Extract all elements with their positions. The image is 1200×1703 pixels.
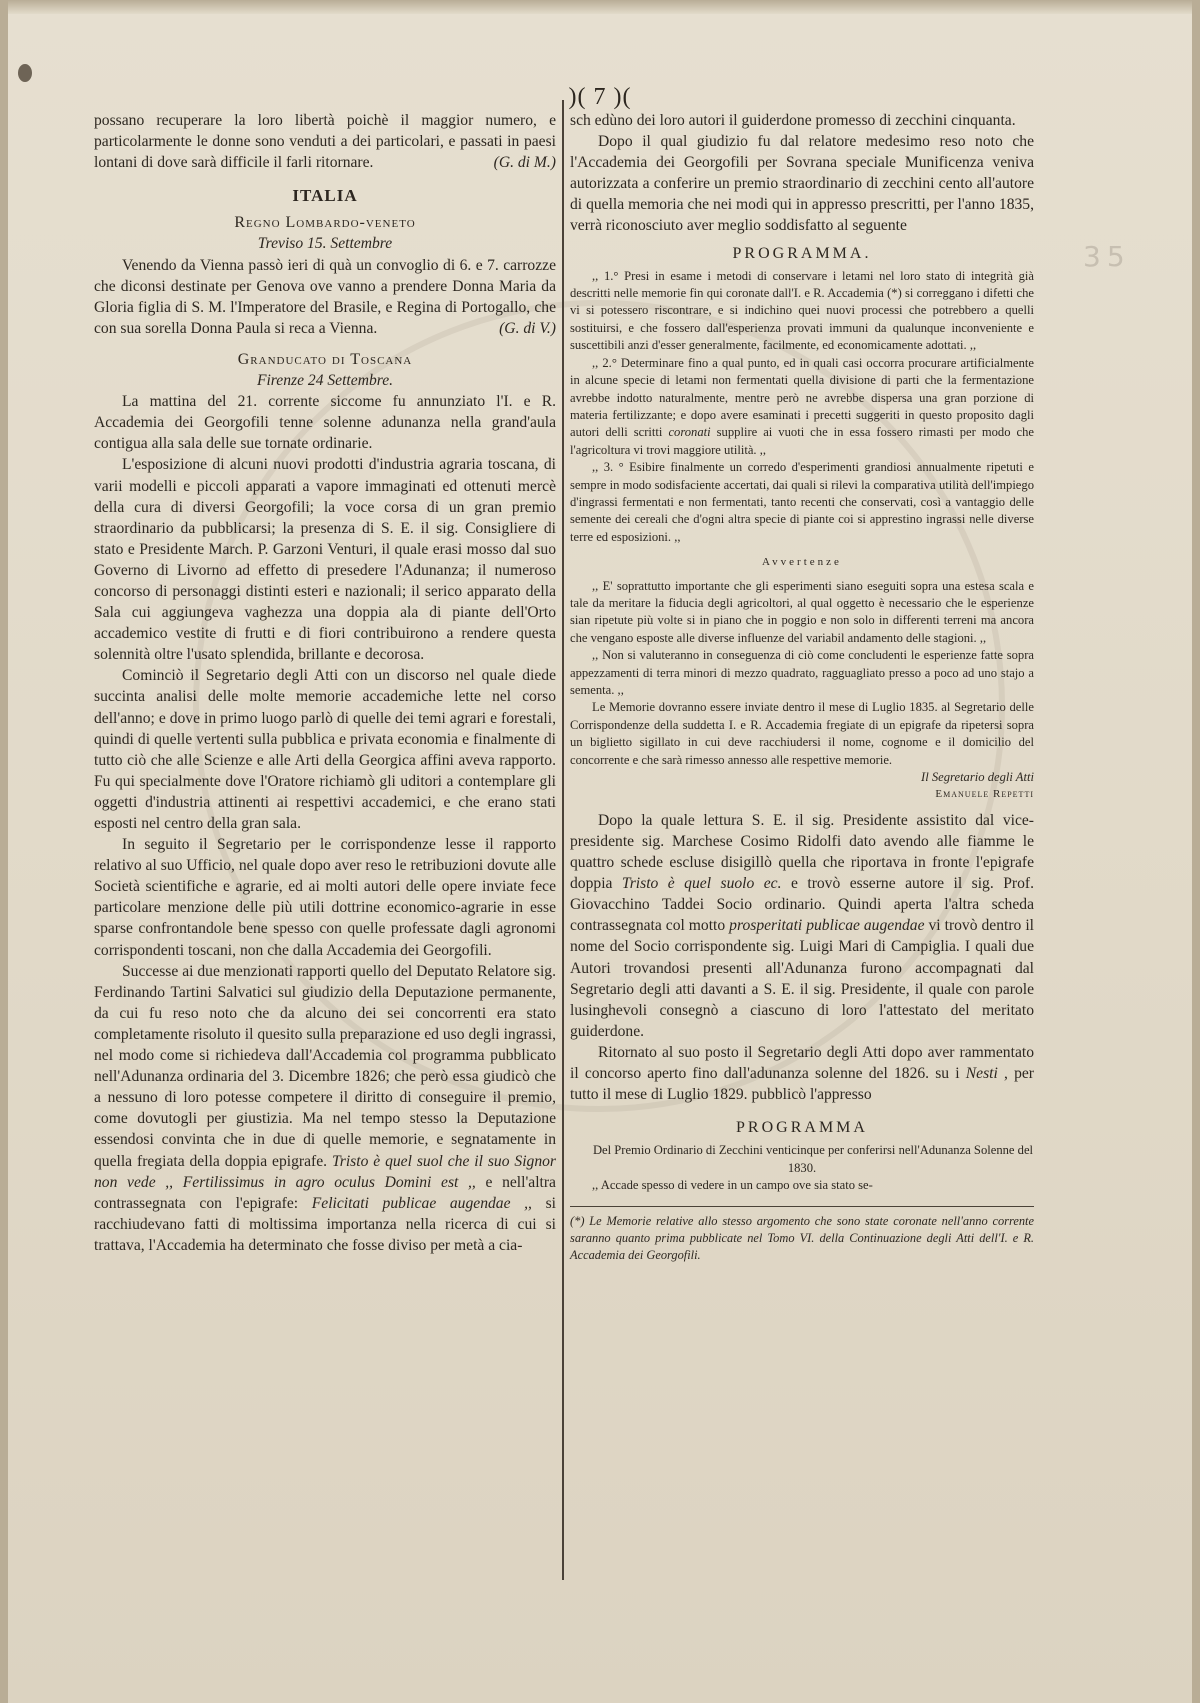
programma-1-body — [570, 268, 1034, 804]
ritornato-part-b: , per tutto il mese di Luglio 1829. pubblicò l'appresso — [570, 1064, 1034, 1104]
lettura-part-b: e trovò esserne autore il sig. Prof. Giovacchino Taddei Socio ordinario. Quindi aperta l'altra scheda contrassegnata col motto — [570, 875, 1034, 935]
programma-item-2 — [570, 355, 1034, 459]
programma-item-2-italic: coronati — [668, 425, 711, 440]
programma-item-3: ,, 3. ° Esibire finalmente un corredo d'esperimenti grandiosi annualmente ripetuti e sempre in modo sodisfaciente accertati, dai quali si rilevi la comparativa utilità dell'impiego d'ingrassi fermentati e non fermentati, tanto recenti che conservati, così a vantaggio delle semente dei cereali che d'ogni altra specie di piante coi si apprestino ingrassi nelle diverse terre ed esposizioni. ,, — [570, 460, 1034, 544]
intro-text: possano recuperare la loro libertà poichè il maggior numero, e particolarmente le donne sono venduti a dei particolari, e passati in paesi lontani di dove sarà difficile il farli ritornare. — [94, 112, 556, 172]
programma-2-body — [570, 1142, 1034, 1194]
motto-tristo: Tristo è quel suol che il suo Signor non vede ,, Fertilissimus in agro oculus Domini est ,, — [94, 1152, 556, 1191]
lettura-paragraph — [570, 810, 1034, 1042]
programma-item-1: ,, 1.° Presi in esame i metodi di conservare i letami nel loro stato di integrità già descritti nelle memorie fin qui coronate dall'I. e R. Accademia (*) si correggano i difetti che vi si potessero riscontrare, e si indichino quei nuovi processi che potrebbero a quelli sostituirsi, e che fossero dall'esperienza provati immuni da qualunque inconveniente e suscettibili anzi d'esser generalmente, facilmente, ed economicamente adottati. ,, — [570, 268, 1034, 353]
signature-name: Emanuele Repetti — [935, 788, 1034, 801]
intro-source: (G. di M.) — [493, 154, 556, 172]
continuation-paragraph: sch edùno dei loro autori il guiderdone promesso di zecchini cinquanta. — [570, 112, 1016, 129]
region-heading-toscana: Granducato di Toscana — [237, 350, 413, 368]
ritornato-part-a: Ritornato al suo posto il Segretario degli Atti dopo aver rammentato il concorso aperto fino dall'adunanza solenne del 1826. su i — [570, 1043, 1034, 1082]
newspaper-page — [8, 0, 1192, 1703]
side-page-number: 35 — [1083, 240, 1131, 273]
programma-2-subtitle: Del Premio Ordinario di Zecchini venticinque per conferirsi nell'Adunanza Solenne del 1830. — [592, 1143, 1034, 1175]
treviso-source: (G. di V.) — [499, 319, 556, 337]
motto-felicitati: Felicitati publicae augendae ,, — [311, 1194, 532, 1212]
treviso-text: Venendo da Vienna passò ieri di quà un convoglio di 6. e 7. carrozze che diconsi destinate per Genova ove vanno a prendere Donna Maria da Gloria figlia di S. M. l'Imperatore del Brasile, e Regina di Portogallo, che con sua sorella Donna Paula si reca a Vienna. — [94, 256, 556, 337]
programma-item-2-part-a: ,, 2.° Determinare fino a qual punto, ed in quali casi occorra procurare artificialmente in alcune specie di letami non fermentati quella divisione di parti che la fermentazione avrebbe indotto naturalmente, mentre però ne avrebbe dispersa una gran porzione di materia fertilizzante; e dopo avere esaminati i precetti suggeriti in questo proposito dagli autori delli scritti — [570, 355, 1034, 440]
footnote-text: (*) Le Memorie relative allo stesso argomento che sono state coronate nell'anno corrente saranno quanto prima pubblicate nel Tomo VI. della Continuazione degli Atti dell'I. e R. Accademia dei Georgofili. — [570, 1214, 1034, 1263]
lettura-part-c: vi trovò dentro il nome del Socio corrispondente sig. Luigi Mari di Campiglia. I quali due Autori trovandosi presenti all'Adunanza furono accompagnati dal Segretario degli atti davanti a S. E. il sig. Presidente, il quale con parole lusinghevoli consegnò a ciascuno di loro l'attestato del meritato guiderdone. — [570, 917, 1034, 1040]
avvertenze-heading: Avvertenze — [762, 556, 842, 569]
left-column — [94, 110, 556, 1256]
ritornato-paragraph — [570, 1042, 1034, 1105]
firenze-paragraph-5 — [94, 961, 556, 1256]
region-heading-lombardo: Regno Lombardo-veneto — [234, 214, 416, 232]
dateline-treviso: Treviso 15. Settembre — [257, 235, 393, 253]
avvertenza-3: Le Memorie dovranno essere inviate dentro il mese di Luglio 1835. al Segretario delle Corrispondenze della suddetta I. e R. Accademia fregiate di un epigrafe da ripetersi sopra un biglietto sigillato in cui deve racchiudersi il nome, cognome e il domicilio del concorrente e che sarà rimesso annesso alle respettive memorie. — [570, 700, 1034, 767]
section-heading-italia: ITALIA — [292, 186, 358, 206]
folio-number: )( 7 )( — [568, 84, 632, 110]
treviso-paragraph — [94, 255, 556, 339]
lettura-motto-2: prosperitati publicae augendae — [729, 917, 925, 935]
avvertenza-2: ,, Non si valuteranno in conseguenza di ciò come concludenti le esperienze fatte sopra appezzamenti di terra minori di mezzo quadrato, ragguagliato presso a poco ad uno stajo a sementa. ,, — [570, 648, 1034, 697]
programma-heading-1: PROGRAMMA. — [732, 244, 872, 262]
avvertenza-1: ,, E' soprattutto importante che gli esperimenti siano eseguiti sopra una estesa scala e tale da meritare la fiducia degli agricoltori, al qual oggetto è necessario che le esperienze sian ripetute più volte si in piano che in poggio e non solo in differenti terreni ma ancora che vengano esposte alle diverse influenze del variabil andamento delle stagioni. ,, — [570, 578, 1034, 645]
footnote — [570, 1206, 1034, 1264]
firenze-paragraph-3: Cominciò il Segretario degli Atti con un discorso nel quale diede succinta analisi delle molte memorie accademiche lette nel corso dell'anno; e dove in primo luogo parlò di quelle dei temi agrari e forestali, quindi di quelle vertenti sulla pubblica e privata economia e finalmente di tutto ciò che alle Scienze e alle Arti della Georgica affini aveva rapporto. Fu qui specialmente dove l'Oratore richiamò gli uditori a contemplare gli oggetti d'industria attinenti ai respettivi accademici, e che erano stati esposti nel centro della gran sala. — [94, 667, 556, 832]
programma-item-2-part-b: supplire ai vuoti che in essa fossero rimasti per modo che l'agricoltura vi trovi maggiore utilità. ,, — [570, 425, 1034, 457]
firenze-paragraph-4: In seguito il Segretario per le corrispondenze lesse il rapporto relativo al suo Ufficio, nel quale dopo aver reso le retribuzioni dovute alle Società scientifiche e agrarie, ed ai molti autori delle opere inviate fece particolare menzione delle più utili dottrine economico-agrarie in esse sparse confrontandole bene spesso con quelle professate dagli agronomi corrispondenti toscani, non che dalla Accademia dei Georgofili. — [94, 836, 556, 959]
torn-top-edge — [8, 0, 1192, 14]
intro-paragraph — [94, 110, 556, 173]
paragraph-5-part-b: e nell'altra contrassegnata con l'epigrafe: — [94, 1173, 556, 1212]
lettura-motto-1: Tristo è quel suolo ec. — [621, 875, 782, 893]
paragraph-5-part-c: si racchiudevano fatti di moltissima importanza nella ricerca di cui si trattava, l'Accademia ha determinato che fosse diviso per metà a cia- — [94, 1194, 556, 1254]
programma-heading-2: PROGRAMMA — [736, 1119, 868, 1137]
right-column — [570, 110, 1034, 1264]
dateline-firenze: Firenze 24 Settembre. — [256, 372, 394, 390]
paragraph-5-part-a: Successe ai due menzionati rapporti quello del Deputato Relatore sig. Ferdinando Tartini Salvatici sul giudizio della Deputazione permanente, da cui fu reso noto che da alcuno dei sei concorrenti era stato completamente risoluto il quesito sulla preparazione ed uso degli ingrassi, nel modo come si richiedeva dall'Accademia col programma pubblicato nell'Adunanza ordinaria del 3. Dicembre 1826; che però essa giudicò che a nessuno di loro potesse competere il diritto di conseguire il premio, come dovutogli per giustizia. Ma nel tempo stesso la Deputazione essendosi convinta che in due di quelle memorie, e segnatamente in quella fregiata della doppia epigrafe. — [94, 962, 556, 1170]
lettura-part-a: Dopo la quale lettura S. E. il sig. Presidente assistito dal vice-presidente sig. Marchese Cosimo Ridolfi dato avendo alle fiamme le quattro schede escluse disigillò quella che riportava in fronte l'epigrafe doppia — [570, 811, 1034, 893]
signature-title: Il Segretario degli Atti — [921, 770, 1034, 785]
relatore-paragraph: Dopo il qual giudizio fu dal relatore medesimo reso noto che l'Accademia dei Georgofili per Sovrana speciale Munificenza veniva autorizzata a conferire un premio straordinario di zecchini cento all'autore di quella memoria che nei modi qui in appresso prescritti, per l'anno 1835, verrà riconosciuto aver meglio soddisfatto al seguente — [570, 133, 1034, 235]
firenze-paragraph-2: L'esposizione di alcuni nuovi prodotti d'industria agraria toscana, di varii modelli e piccoli apparati a vapore immaginati ed ottenuti mercè della cura di diversi Georgofili; la voce corsa di un gran premio straordinario da pubblicarsi; la presenza di S. E. il sig. Consigliere di stato e Presidente March. P. Garzoni Venturi, il quale erasi mosso dal suo Governo di Livorno ad effetto di presedere l'Adunanza; il numeroso concorso di personaggi distinti esteri e nazionali; il serico apparato della Sala cui aggiungeva vaghezza una doppia ala di piante dell'Orto accademico vestite di frutti e di fiori contribuirono a rendere questa solennità oltre l'usato splendida, brillante e decorosa. — [94, 456, 556, 664]
binding-hole — [18, 64, 32, 82]
ritornato-italic: Nesti — [965, 1064, 998, 1082]
programma-2-start: ,, Accade spesso di vedere in un campo ove sia stato se- — [592, 1178, 873, 1193]
column-divider — [562, 100, 564, 1580]
firenze-paragraph-1: La mattina del 21. corrente siccome fu annunziato l'I. e R. Accademia dei Georgofili tenne solenne adunanza nella grand'aula contigua alla sala delle sue tornate ordinarie. — [94, 393, 556, 453]
